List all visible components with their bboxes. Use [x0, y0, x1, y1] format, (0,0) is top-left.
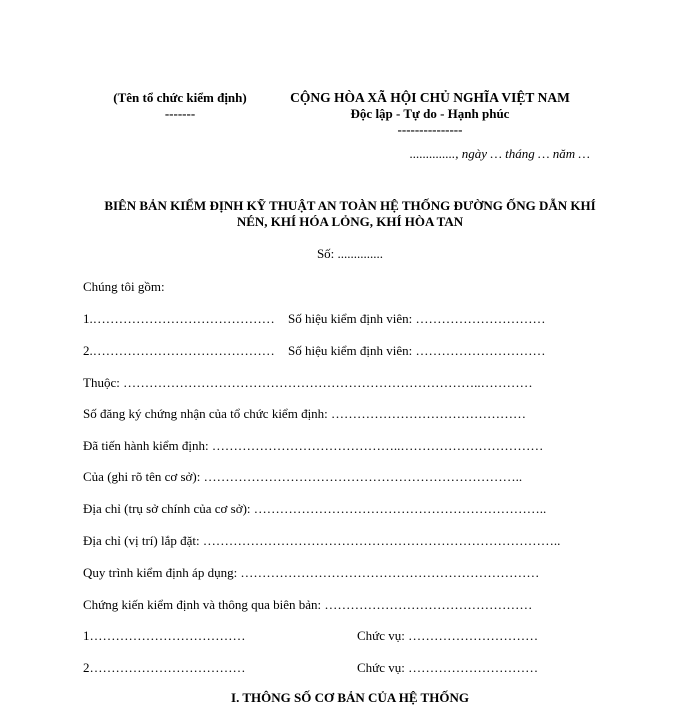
motto-dashes: ---------------	[397, 122, 463, 137]
section-1-heading: I. THÔNG SỐ CƠ BẢN CỦA HỆ THỐNG	[231, 690, 469, 705]
witness-field: Chứng kiến kiểm định và thông qua biên bản: …………………………………………	[83, 597, 533, 612]
address-hq-field: Địa chỉ (trụ sở chính của cơ sở): …………………………………………………………..	[83, 501, 547, 516]
doc-title-line1: BIÊN BẢN KIỂM ĐỊNH KỸ THUẬT AN TOÀN HỆ THỐNG ĐƯỜNG ỐNG DẪN KHÍ	[104, 198, 596, 213]
nation-title: CỘNG HÒA XÃ HỘI CHỦ NGHĨA VIỆT NAM	[290, 90, 570, 105]
org-dashes: -------	[164, 106, 196, 121]
org-name: (Tên tổ chức kiểm định)	[113, 90, 247, 105]
date-line: .............., ngày … tháng … năm …	[409, 146, 590, 161]
belong-field: Thuộc: ………………………………………………………………………..…………	[83, 375, 533, 390]
motto: Độc lập - Tự do - Hạnh phúc	[350, 106, 510, 121]
inspector-1-name: 1.……………………………………	[83, 311, 275, 326]
witness-2-role: Chức vụ: …………………………	[357, 660, 539, 675]
address-install-field: Địa chỉ (vị trí) lắp đặt: ………………………………………………………………………..	[83, 533, 561, 548]
witness-1-name: 1………………………………	[83, 628, 246, 643]
inspector-2-code: Số hiệu kiểm định viên: …………………………	[288, 343, 546, 358]
doc-number: Số: ..............	[316, 246, 384, 261]
inspector-2-name: 2.……………………………………	[83, 343, 275, 358]
company-field: Của (ghi rõ tên cơ sở): ………………………………………………………………..	[83, 469, 523, 484]
witness-1-role: Chức vụ: …………………………	[357, 628, 539, 643]
performed-field: Đã tiến hành kiểm định: ……………………………………..……………………………	[83, 438, 544, 453]
intro-text: Chúng tôi gồm:	[83, 279, 165, 294]
procedure-field: Quy trình kiểm định áp dụng: ……………………………………………………………	[83, 565, 540, 580]
doc-title-line2: NÉN, KHÍ HÓA LỎNG, KHÍ HÒA TAN	[236, 214, 464, 229]
witness-2-name: 2………………………………	[83, 660, 246, 675]
cert-registration-field: Số đăng ký chứng nhận của tổ chức kiểm định: ………………………………………	[83, 406, 527, 421]
inspector-1-code: Số hiệu kiểm định viên: …………………………	[288, 311, 546, 326]
